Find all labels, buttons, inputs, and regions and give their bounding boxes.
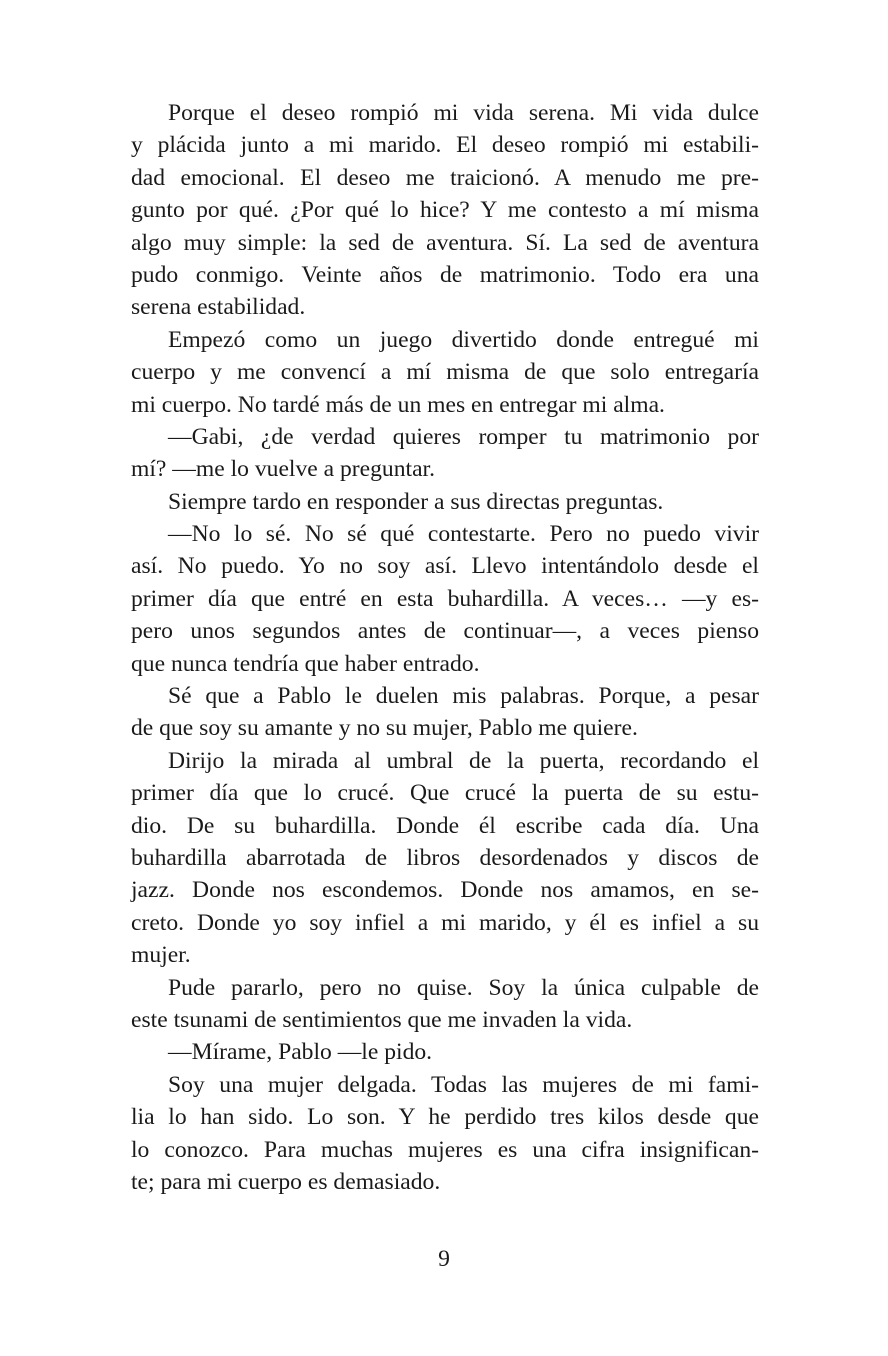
text-line: y plácida junto a mi marido. El deseo rompió mi estabili- bbox=[131, 132, 759, 159]
text-line: cuerpo y me convencí a mí misma de que solo entregaría bbox=[131, 359, 759, 386]
text-line: Empezó como un juego divertido donde entregué mi bbox=[168, 326, 759, 353]
text-line: Porque el deseo rompió mi vida serena. Mi vida dulce bbox=[168, 100, 759, 126]
text-line: lia lo han sido. Lo son. Y he perdido tres kilos desde que bbox=[131, 1104, 759, 1131]
paragraph bbox=[131, 680, 759, 745]
text-line: lo conozco. Para muchas mujeres es una cifra insignifican- bbox=[131, 1136, 759, 1163]
text-line: así. No puedo. Yo no soy así. Llevo intentándolo desde el bbox=[131, 553, 759, 580]
text-line: este tsunami de sentimientos que me invaden la vida. bbox=[131, 1006, 633, 1033]
text-line: gunto por qué. ¿Por qué lo hice? Y me contesto a mí misma bbox=[131, 197, 759, 224]
paragraph bbox=[131, 1036, 759, 1068]
text-line: —Mírame, Pablo —le pido. bbox=[168, 1039, 433, 1066]
paragraph bbox=[131, 324, 759, 421]
paragraph bbox=[131, 421, 759, 486]
text-line: creto. Donde yo soy infiel a mi marido, y él es infiel a su bbox=[131, 909, 759, 936]
text-line: mí? —me lo vuelve a preguntar. bbox=[131, 456, 435, 483]
text-line: pero unos segundos antes de continuar—, a veces pienso bbox=[131, 618, 759, 645]
text-line: primer día que entré en esta buhardilla. A veces… —y es- bbox=[131, 585, 759, 612]
text-line: dio. De su buhardilla. Donde él escribe cada día. Una bbox=[131, 812, 759, 839]
paragraph bbox=[131, 518, 759, 680]
text-line: Dirijo la mirada al umbral de la puerta, recordando el bbox=[168, 747, 759, 774]
text-line: te; para mi cuerpo es demasiado. bbox=[131, 1168, 441, 1195]
paragraph bbox=[131, 745, 759, 972]
text-line: Sé que a Pablo le duelen mis palabras. Porque, a pesar bbox=[168, 683, 759, 710]
page-number: 9 bbox=[438, 1246, 450, 1272]
paragraph bbox=[131, 97, 759, 324]
text-line: algo muy simple: la sed de aventura. Sí. La sed de aventura bbox=[131, 229, 759, 256]
text-line: primer día que lo crucé. Que crucé la puerta de su estu- bbox=[131, 780, 759, 807]
text-line: buhardilla abarrotada de libros desordenados y discos de bbox=[131, 844, 759, 871]
text-line: Siempre tardo en responder a sus directas preguntas. bbox=[168, 488, 664, 515]
text-line: jazz. Donde nos escondemos. Donde nos amamos, en se- bbox=[131, 877, 759, 904]
text-line: Soy una mujer delgada. Todas las mujeres de mi fami- bbox=[168, 1071, 759, 1098]
text-line: serena estabilidad. bbox=[131, 294, 306, 321]
text-line: que nunca tendría que haber entrado. bbox=[131, 650, 480, 677]
paragraph bbox=[131, 486, 759, 518]
text-line: dad emocional. El deseo me traicionó. A menudo me pre- bbox=[131, 164, 759, 191]
text-line: mi cuerpo. No tardé más de un mes en entregar mi alma. bbox=[131, 391, 665, 418]
text-line: Pude pararlo, pero no quise. Soy la única culpable de bbox=[168, 974, 759, 1001]
text-line: de que soy su amante y no su mujer, Pablo me quiere. bbox=[131, 715, 638, 742]
text-line: mujer. bbox=[131, 942, 191, 969]
paragraph bbox=[131, 972, 759, 1037]
paragraph bbox=[131, 1069, 759, 1199]
text-line: —Gabi, ¿de verdad quieres romper tu matrimonio por bbox=[168, 423, 759, 450]
body-text bbox=[131, 97, 759, 1198]
text-line: —No lo sé. No sé qué contestarte. Pero no puedo vivir bbox=[168, 521, 759, 548]
text-line: pudo conmigo. Veinte años de matrimonio. Todo era una bbox=[131, 261, 759, 288]
